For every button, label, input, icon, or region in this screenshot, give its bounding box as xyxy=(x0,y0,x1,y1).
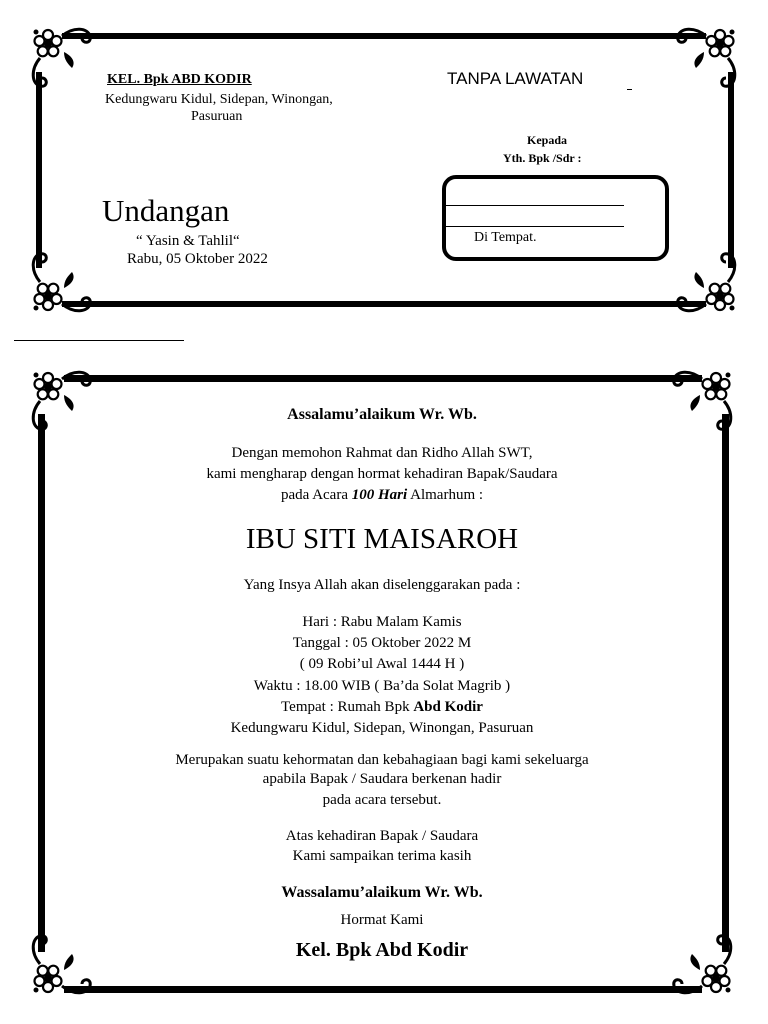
closing-line-3: pada acara tersebut. xyxy=(322,792,442,808)
di-tempat-label: Di Tempat. xyxy=(474,230,537,245)
intro-line-2: kami mengharap dengan hormat kehadiran Bapak/Saudara xyxy=(206,466,558,482)
intro-line-3-emphasis: 100 Hari xyxy=(351,487,408,503)
thanks-line-2: Kami sampaikan terima kasih xyxy=(292,848,472,864)
waktu-line: Waktu : 18.00 WIB ( Ba’da Solat Magrib ) xyxy=(253,678,511,694)
envelope-title: Undangan xyxy=(102,193,230,228)
tanggal-line: Tanggal : 05 Oktober 2022 M xyxy=(292,635,472,651)
intro-line-1: Dengan memohon Rahmat dan Ridho Allah SWT, xyxy=(231,445,533,461)
deceased-name: IBU SITI MAISAROH xyxy=(245,523,519,555)
sender-name: KEL. Bpk ABD KODIR xyxy=(107,72,252,87)
held-on-line: Yang Insya Allah akan diselenggarakan pada : xyxy=(243,577,521,593)
envelope-subtitle: “ Yasin & Tahlil“ xyxy=(136,233,240,249)
address-line: Kedungwaru Kidul, Sidepan, Winongan, Pasuruan xyxy=(230,720,534,736)
tempat-line xyxy=(100,697,664,718)
closing-line-2: apabila Bapak / Saudara berkenan hadir xyxy=(262,771,502,787)
intro-line-3-suffix: Almarhum : xyxy=(410,487,484,503)
invitation-border-right xyxy=(722,414,729,952)
kepada-label: Kepada xyxy=(527,133,568,147)
invitation-border-bottom xyxy=(64,986,702,993)
hijri-line: ( 09 Robi’ul Awal 1444 H ) xyxy=(299,656,465,672)
invitation-border-left xyxy=(38,414,45,952)
corner-ornament-icon xyxy=(668,930,738,1000)
farewell: Wassalamu’alaikum Wr. Wb. xyxy=(281,884,483,901)
intro-line-3 xyxy=(100,485,664,506)
signature: Kel. Bpk Abd Kodir xyxy=(295,939,469,961)
yth-label: Yth. Bpk /Sdr : xyxy=(503,151,582,165)
corner-ornament-icon xyxy=(668,365,738,435)
greeting: Assalamu’alaikum Wr. Wb. xyxy=(287,406,477,423)
sender-address-line2: Pasuruan xyxy=(191,109,243,124)
hormat-kami: Hormat Kami xyxy=(340,912,424,928)
corner-ornament-icon xyxy=(26,930,96,1000)
corner-ornament-icon xyxy=(26,365,96,435)
invitation-border-top xyxy=(64,375,702,382)
closing-line-1: Merupakan suatu kehormatan dan kebahagiaan bagi kami sekeluarga xyxy=(175,752,589,768)
hari-line: Hari : Rabu Malam Kamis xyxy=(302,614,462,630)
intro-line-3-prefix: pada Acara xyxy=(280,487,348,503)
tempat-name: Abd Kodir xyxy=(413,699,483,715)
tempat-prefix: Tempat : Rumah Bpk xyxy=(281,699,410,715)
sender-address-line1: Kedungwaru Kidul, Sidepan, Winongan, xyxy=(105,92,333,107)
envelope-date: Rabu, 05 Oktober 2022 xyxy=(127,251,268,267)
tanpa-lawatan-label: TANPA LAWATAN xyxy=(447,69,584,88)
thanks-line-1: Atas kehadiran Bapak / Saudara xyxy=(285,828,479,844)
